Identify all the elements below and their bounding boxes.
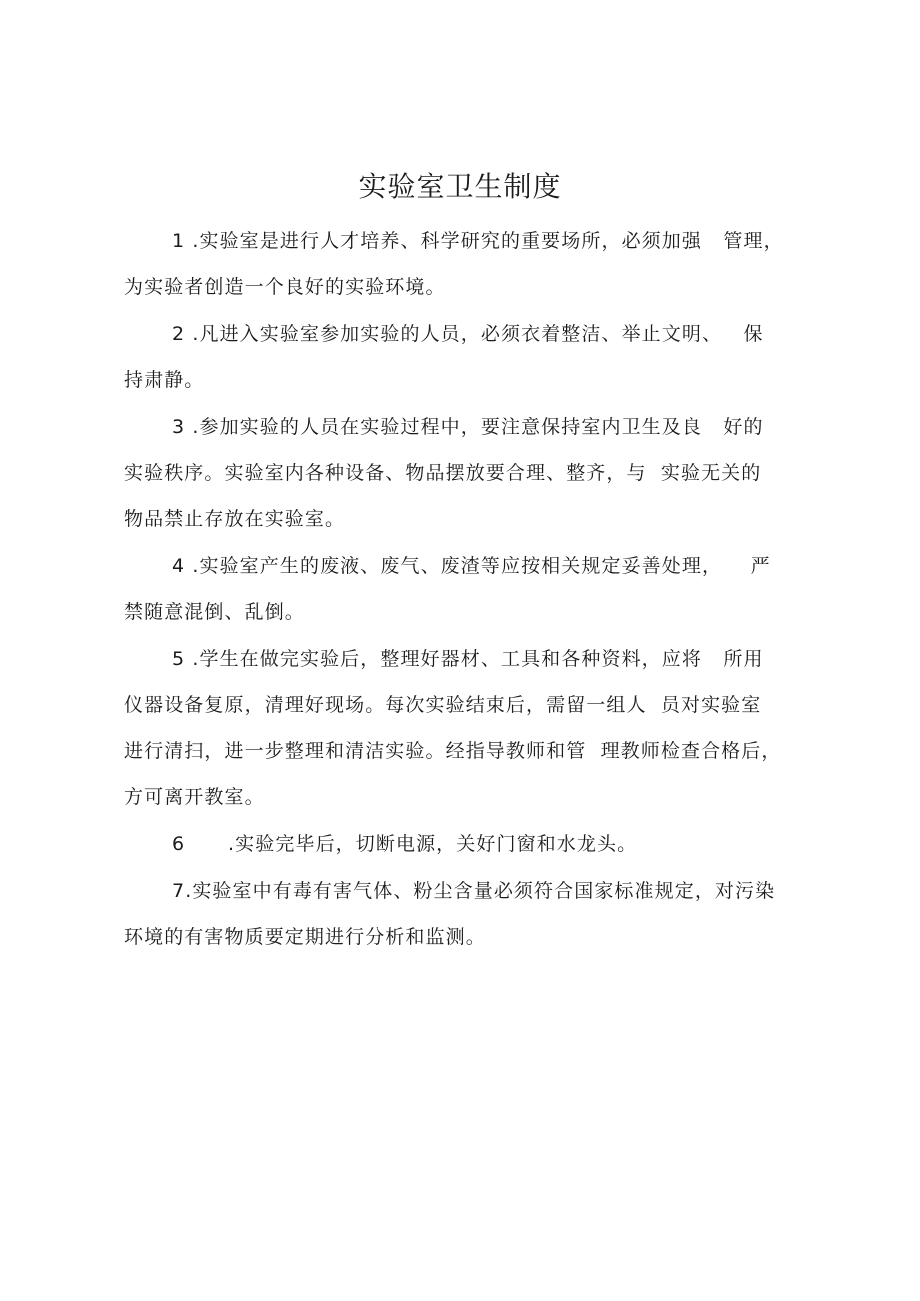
rule-5-line-1: 5 .学生在做完实验后，整理好器材、工具和各种资料，应将 所用 (172, 648, 764, 670)
rule-7-line-2: 环境的有害物质要定期进行分析和监测。 (124, 926, 486, 948)
rule-2-line-1: 2 .凡进入实验室参加实验的人员，必须衣着整洁、举止文明、 保 (172, 323, 764, 345)
rule-4-line-1: 4 .实验室产生的废液、废气、废渣等应按相关规定妥善处理， 严 (172, 555, 771, 577)
rule-5-line-2: 仪器设备复原，清理好现场。每次实验结束后，需留一组人 员对实验室 (124, 694, 762, 716)
rule-5-line-4: 方可离开教室。 (124, 786, 265, 808)
rule-1-line-1: 1 .实验室是进行人才培养、科学研究的重要场所，必须加强 管理， (172, 230, 784, 252)
rule-7-line-1: 7.实验室中有毒有害气体、粉尘含量必须符合国家标准规定，对污染 (172, 880, 776, 902)
rule-1-line-2: 为实验者创造一个良好的实验环境。 (124, 276, 446, 298)
rule-2-line-2: 持肃静。 (124, 369, 205, 391)
rule-6-line-1: 6 .实验完毕后，切断电源，关好门窗和水龙头。 (172, 833, 638, 855)
rule-3-line-1: 3 .参加实验的人员在实验过程中，要注意保持室内卫生及良 好的 (172, 416, 764, 438)
rule-4-line-2: 禁随意混倒、乱倒。 (124, 601, 305, 623)
rule-5-line-3: 进行清扫，进一步整理和清洁实验。经指导教师和管 理教师检查合格后， (124, 740, 782, 762)
rule-3-line-2: 实验秩序。实验室内各种设备、物品摆放要合理、整齐，与 实验无关的 (124, 462, 762, 484)
document-title: 实验室卫生制度 (358, 170, 562, 203)
rule-3-line-3: 物品禁止存放在实验室。 (124, 508, 346, 530)
